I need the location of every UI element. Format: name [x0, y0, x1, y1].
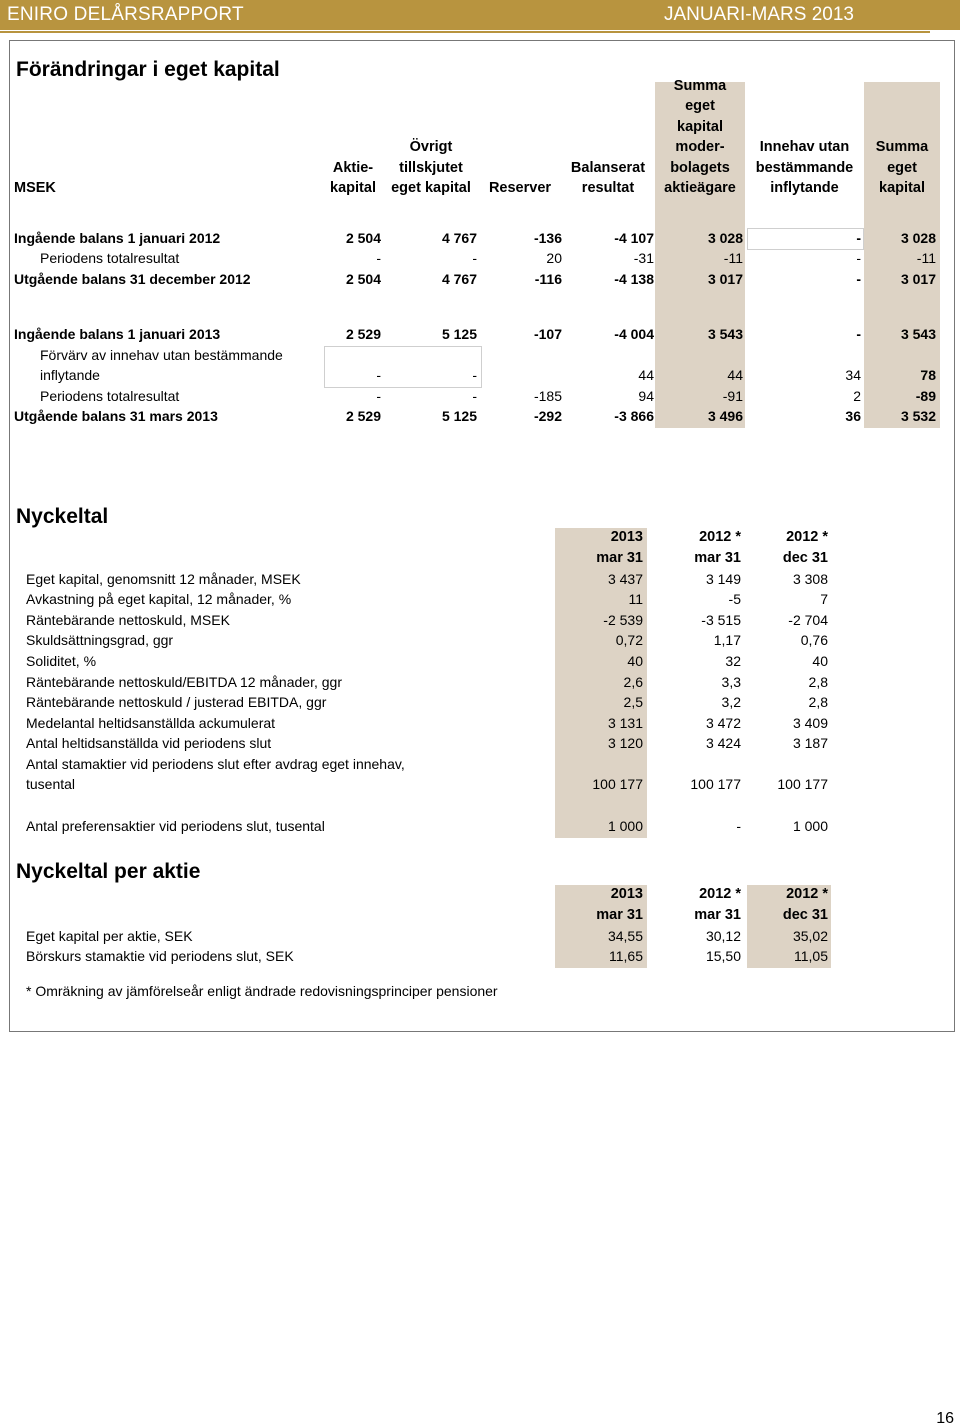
- row-label: Ingående balans 1 januari 2013: [14, 326, 221, 342]
- header-rule: [0, 31, 930, 33]
- cell-value: 2,5: [623, 694, 643, 710]
- cell-value: 3 543: [900, 326, 936, 342]
- page-number: 16: [936, 1410, 954, 1427]
- cell-value: 35,02: [792, 928, 828, 944]
- cell-value: 4 767: [441, 271, 477, 287]
- table-row: [0, 271, 960, 291]
- column-header-line: 2013: [610, 886, 643, 902]
- table-row: [0, 653, 960, 673]
- column-header-line: bestämmande: [755, 159, 854, 176]
- cell-value: -: [856, 271, 861, 287]
- column-header-line: kapital: [677, 118, 723, 135]
- table-row: [0, 230, 960, 250]
- column-header-line: mar 31: [694, 549, 741, 566]
- cell-value: -11: [916, 250, 936, 266]
- cell-value: 2 504: [345, 271, 381, 287]
- column-header-line: eget: [887, 159, 917, 176]
- row-label: Skuldsättningsgrad, ggr: [26, 632, 174, 648]
- cell-value: -: [472, 388, 477, 404]
- cell-value: 3 149: [705, 571, 741, 587]
- cell-value: -136: [533, 230, 562, 246]
- pershare-section-title: Nyckeltal per aktie: [16, 860, 201, 883]
- table-row: [0, 928, 960, 948]
- table-row: [0, 818, 960, 838]
- cell-value: 100 177: [592, 776, 643, 792]
- cell-value: 1 000: [607, 818, 643, 834]
- column-header-line: tillskjutet: [399, 159, 463, 176]
- table-row: [0, 571, 960, 591]
- table-row: [0, 715, 960, 735]
- row-label: Utgående balans 31 mars 2013: [14, 408, 218, 424]
- cell-value: -185: [533, 388, 562, 404]
- column-header-line: Summa: [673, 77, 727, 94]
- cell-value: 32: [725, 653, 741, 669]
- column-header-line: eget kapital: [391, 180, 471, 196]
- cell-value: 1 000: [792, 818, 828, 834]
- row-label: Antal preferensaktier vid periodens slut, tusental: [26, 818, 325, 834]
- row-label: Förvärv av innehav utan bestämmande: [40, 347, 283, 363]
- column-header-line: mar 31: [596, 549, 643, 566]
- table-row: [0, 388, 960, 408]
- cell-value: -3 515: [701, 612, 741, 628]
- table-row: [0, 347, 960, 367]
- row-label: Antal heltidsanställda vid periodens slut: [26, 735, 272, 751]
- column-header-line: Innehav utan: [759, 139, 850, 155]
- table-row: [0, 694, 960, 714]
- cell-value: 34: [845, 367, 861, 383]
- cell-value: 3 017: [707, 271, 743, 287]
- column-header-line: inflytande: [770, 180, 839, 196]
- column-header-line: moder-: [675, 139, 725, 155]
- cell-value: 30,12: [705, 928, 741, 944]
- row-label: Periodens totalresultat: [40, 388, 180, 404]
- column-header-line: Balanserat: [570, 159, 646, 176]
- column-header-line: mar 31: [596, 906, 643, 923]
- table-row: [0, 674, 960, 694]
- cell-value: 2 504: [345, 230, 381, 246]
- cell-value: -: [472, 250, 477, 266]
- column-header-line: mar 31: [694, 906, 741, 923]
- cell-value: 40: [627, 653, 643, 669]
- cell-value: 2: [853, 388, 861, 404]
- cell-value: 2,6: [623, 674, 643, 690]
- cell-value: 3 532: [900, 408, 936, 424]
- cell-value: 3 437: [607, 571, 643, 587]
- cell-value: 2 529: [345, 408, 381, 424]
- cell-value: -89: [915, 388, 936, 404]
- table-row: [0, 612, 960, 632]
- cell-value: 1,17: [713, 632, 741, 648]
- row-label: Räntebärande nettoskuld, MSEK: [26, 612, 230, 628]
- table-row: [0, 756, 960, 776]
- row-label: Avkastning på eget kapital, 12 månader, %: [26, 591, 292, 607]
- cell-value: -2 704: [788, 612, 828, 628]
- column-header-line: Reserver: [488, 180, 552, 196]
- cell-value: 11: [628, 591, 643, 607]
- column-header-line: kapital: [879, 180, 925, 196]
- cell-value: -292: [533, 408, 562, 424]
- cell-value: 3 424: [705, 735, 741, 751]
- cell-value: 3 028: [707, 230, 743, 246]
- keyfigures-section-title: Nyckeltal: [16, 505, 109, 528]
- cell-value: -3 866: [614, 408, 654, 424]
- cell-value: 3 017: [900, 271, 936, 287]
- row-label: Antal stamaktier vid periodens slut efter avdrag eget innehav,: [26, 756, 405, 772]
- cell-value: -107: [533, 326, 562, 342]
- cell-value: -4 004: [614, 326, 654, 342]
- row-label: tusental: [26, 776, 76, 792]
- column-header-line: bolagets: [670, 159, 730, 176]
- cell-value: 20: [546, 250, 562, 266]
- cell-value: 34,55: [607, 928, 643, 944]
- cell-value: 11,05: [794, 948, 828, 964]
- cell-value: 3,2: [721, 694, 741, 710]
- cell-value: -: [472, 367, 477, 383]
- column-header-line: MSEK: [14, 180, 56, 196]
- cell-value: 3 187: [792, 735, 828, 751]
- column-header-line: Summa: [875, 139, 929, 155]
- footnote: * Omräkning av jämförelseår enligt ändrade redovisningsprinciper pensioner: [26, 983, 498, 999]
- cell-value: 3 496: [707, 408, 743, 424]
- row-label: Utgående balans 31 december 2012: [14, 271, 251, 287]
- table-row: [0, 408, 960, 428]
- cell-value: 11,65: [609, 948, 643, 964]
- cell-value: 5 125: [441, 326, 477, 342]
- cell-value: -: [376, 388, 381, 404]
- cell-value: 3 120: [607, 735, 643, 751]
- table-row: [0, 591, 960, 611]
- cell-value: -: [856, 250, 861, 266]
- column-header-line: dec 31: [782, 549, 828, 566]
- cell-value: 0,72: [615, 632, 643, 648]
- table-row: [0, 632, 960, 652]
- cell-value: -91: [722, 388, 743, 404]
- cell-value: 78: [920, 367, 936, 383]
- column-header-line: 2012 *: [699, 529, 741, 545]
- cell-value: 15,50: [705, 948, 741, 964]
- row-label: Eget kapital per aktie, SEK: [26, 928, 193, 944]
- cell-value: -: [376, 250, 381, 266]
- cell-value: -116: [534, 271, 562, 287]
- cell-value: 3 409: [792, 715, 828, 731]
- table-row: [0, 326, 960, 346]
- cell-value: 36: [845, 408, 861, 424]
- cell-value: -5: [728, 591, 741, 607]
- cell-value: 3 028: [900, 230, 936, 246]
- column-header-line: 2012 *: [786, 886, 828, 902]
- table-row: [0, 776, 960, 796]
- cell-value: 100 177: [690, 776, 741, 792]
- cell-value: 3 131: [607, 715, 643, 731]
- row-label: Börskurs stamaktie vid periodens slut, SEK: [26, 948, 294, 964]
- table-row: [0, 250, 960, 270]
- cell-value: 44: [727, 367, 743, 383]
- cell-value: 0,76: [800, 632, 828, 648]
- column-header-line: eget: [685, 98, 715, 114]
- cell-value: 7: [820, 591, 828, 607]
- cell-value: 2,8: [808, 694, 828, 710]
- column-header-line: Övrigt: [409, 139, 453, 155]
- row-label: Ingående balans 1 januari 2012: [14, 230, 221, 246]
- cell-value: 4 767: [441, 230, 477, 246]
- row-label: Periodens totalresultat: [40, 250, 180, 266]
- cell-value: -: [856, 326, 861, 342]
- column-header-line: 2013: [610, 529, 643, 545]
- cell-value: -: [856, 230, 861, 246]
- column-header-line: 2012 *: [786, 529, 828, 545]
- cell-value: -: [736, 818, 741, 834]
- column-header-line: kapital: [330, 180, 376, 196]
- row-label: inflytande: [40, 367, 100, 383]
- cell-value: -: [376, 367, 381, 383]
- cell-value: 40: [812, 653, 828, 669]
- cell-value: 2,8: [808, 674, 828, 690]
- cell-value: 3,3: [721, 674, 741, 690]
- table-row: [0, 735, 960, 755]
- row-label: Medelantal heltidsanställda ackumulerat: [26, 715, 276, 731]
- column-header-line: dec 31: [782, 906, 828, 923]
- row-label: Soliditet, %: [26, 653, 97, 669]
- cell-value: 2 529: [345, 326, 381, 342]
- row-label: Eget kapital, genomsnitt 12 månader, MSEK: [26, 571, 301, 587]
- table-row: [0, 367, 960, 387]
- cell-value: -11: [723, 250, 743, 266]
- cell-value: 3 543: [707, 326, 743, 342]
- cell-value: 44: [638, 367, 654, 383]
- column-header-line: 2012 *: [699, 886, 741, 902]
- cell-value: -2 539: [603, 612, 643, 628]
- cell-value: -4 138: [614, 271, 654, 287]
- column-header-line: resultat: [581, 180, 635, 196]
- cell-value: -31: [633, 250, 654, 266]
- column-header-line: aktieägare: [664, 180, 736, 196]
- cell-value: 3 308: [792, 571, 828, 587]
- cell-value: 94: [638, 388, 654, 404]
- cell-value: 100 177: [777, 776, 828, 792]
- cell-value: -4 107: [614, 230, 654, 246]
- cell-value: 3 472: [705, 715, 741, 731]
- row-label: Räntebärande nettoskuld/EBITDA 12 månader, ggr: [26, 674, 342, 690]
- cell-value: 5 125: [441, 408, 477, 424]
- row-label: Räntebärande nettoskuld / justerad EBITDA, ggr: [26, 694, 327, 710]
- equity-section-title: Förändringar i eget kapital: [16, 58, 280, 81]
- report-title: ENIRO DELÅRSRAPPORT: [7, 4, 244, 25]
- report-header-bar: [0, 0, 960, 30]
- table-row: [0, 948, 960, 968]
- column-header-line: Aktie-: [332, 159, 374, 176]
- report-period: JANUARI-MARS 2013: [663, 4, 854, 25]
